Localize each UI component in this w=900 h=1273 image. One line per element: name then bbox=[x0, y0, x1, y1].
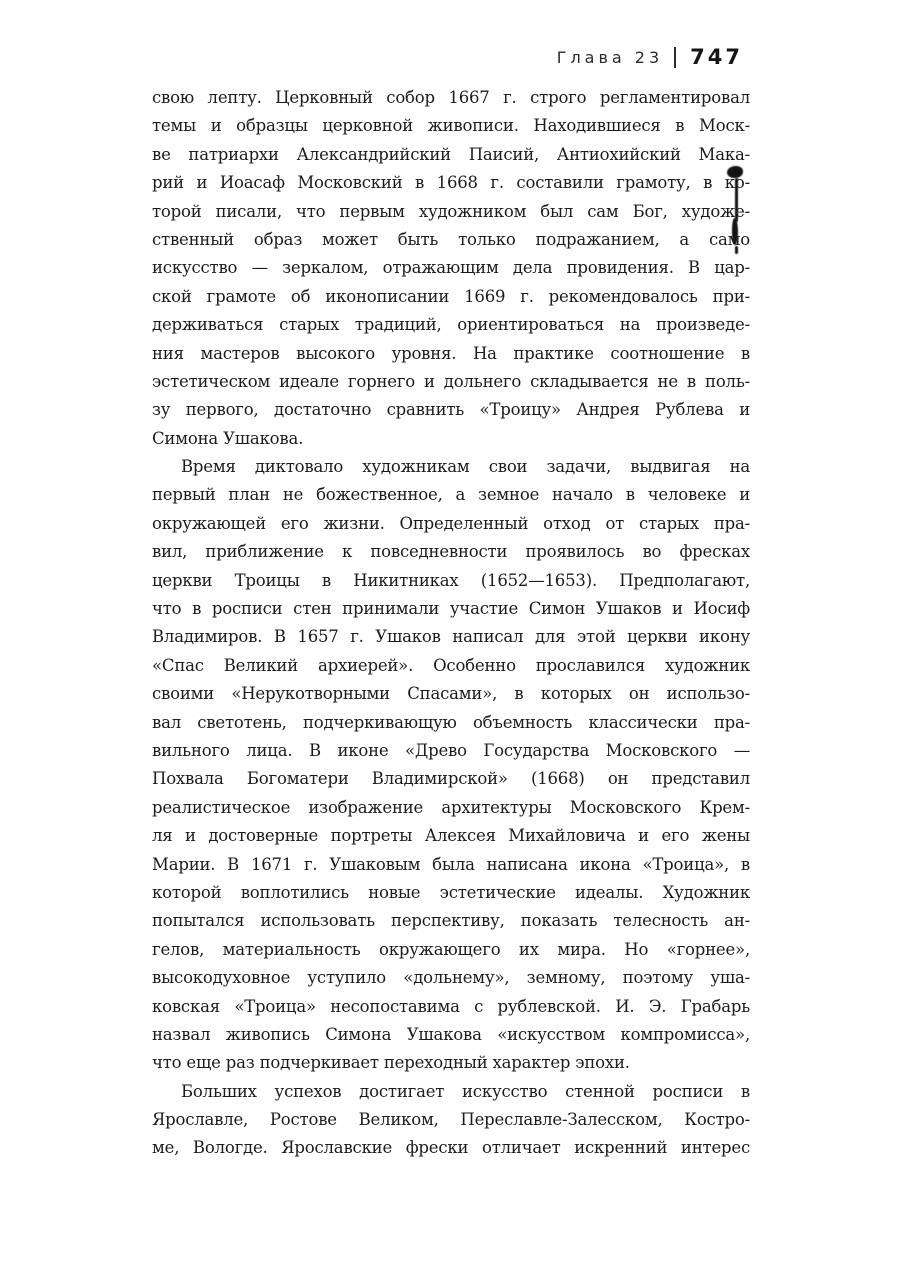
text-line: гелов, материальность окружающего их мира. Но «горнее», bbox=[152, 939, 750, 959]
text-line: Симона Ушакова. bbox=[152, 428, 304, 448]
text-line: вильного лица. В иконе «Древо Государства Московского — bbox=[152, 740, 750, 760]
text-line: ской грамоте об иконописании 1669 г. рекомендовалось при- bbox=[152, 286, 750, 306]
text-line: что в росписи стен принимали участие Симон Ушаков и Иосиф bbox=[152, 599, 750, 619]
text-line: ковская «Троица» несопоставима с рублевской. И. Э. Грабарь bbox=[152, 996, 750, 1016]
text-line: искусство — зеркалом, отражающим дела провидения. В цар- bbox=[152, 258, 750, 278]
text-line: зу первого, достаточно сравнить «Троицу» Андрея Рублева и bbox=[152, 400, 750, 420]
text-line: ля и достоверные портреты Алексея Михайловича и его жены bbox=[152, 826, 750, 846]
text-line: «Спас Великий архиерей». Особенно прославился художник bbox=[152, 655, 750, 675]
text-line: свою лепту. Церковный собор 1667 г. строго регламентировал bbox=[152, 88, 750, 107]
text-line: ве патриархи Александрийский Паисий, Антиохийский Мака- bbox=[152, 144, 750, 164]
text-line: темы и образцы церковной живописи. Находившиеся в Моск- bbox=[152, 116, 750, 136]
text-line: назвал живопись Симона Ушакова «искусством компромисса», bbox=[152, 1024, 750, 1044]
text-line: Владимиров. В 1657 г. Ушаков написал для этой церкви икону bbox=[152, 627, 750, 647]
page-number: 747 bbox=[690, 45, 743, 69]
text-line: реалистическое изображение архитектуры Московского Крем- bbox=[152, 797, 750, 817]
text-line: ственный образ может быть только подражанием, а само bbox=[152, 229, 750, 249]
text-line: Больших успехов достигает искусство стенной росписи в bbox=[181, 1081, 750, 1101]
text-line: церкви Троицы в Никитниках (1652—1653). Предполагают, bbox=[152, 570, 750, 590]
text-line: эстетическом идеале горнего и дольнего складывается не в поль- bbox=[152, 371, 750, 391]
text-line: торой писали, что первым художником был сам Бог, художе- bbox=[152, 201, 750, 221]
running-head bbox=[557, 45, 743, 69]
text-line: вал светотень, подчеркивающую объемность классически пра- bbox=[152, 712, 750, 732]
chapter-label: Глава 23 bbox=[556, 47, 664, 67]
text-line: ния мастеров высокого уровня. На практике соотношение в bbox=[152, 343, 750, 363]
text-line: Ярославле, Ростове Великом, Переславле-Залесском, Костро- bbox=[152, 1110, 750, 1130]
page-text bbox=[152, 84, 750, 1163]
text-line: высокодуховное уступило «дольнему», земному, поэтому уша- bbox=[152, 968, 750, 988]
header-divider bbox=[674, 47, 676, 68]
text-line: своими «Нерукотворными Спасами», в которых он использо- bbox=[152, 684, 750, 704]
text-line: рий и Иоасаф Московский в 1668 г. составили грамоту, в ко- bbox=[152, 173, 750, 193]
text-line: вил, приближение к повседневности проявилось во фресках bbox=[152, 542, 750, 562]
text-line: что еще раз подчеркивает переходный характер эпохи. bbox=[152, 1053, 630, 1073]
text-line: Время диктовало художникам свои задачи, выдвигая на bbox=[181, 457, 750, 477]
text-line: попытался использовать перспективу, показать телесность ан- bbox=[152, 911, 750, 931]
text-line: окружающей его жизни. Определенный отход от старых пра- bbox=[152, 513, 750, 533]
text-line: первый план не божественное, а земное начало в человеке и bbox=[152, 485, 750, 505]
text-line: Марии. В 1671 г. Ушаковым была написана икона «Троица», в bbox=[152, 854, 750, 874]
text-line: держиваться старых традиций, ориентироваться на произведе- bbox=[152, 315, 750, 335]
text-line: Похвала Богоматери Владимирской» (1668) он представил bbox=[152, 769, 750, 789]
text-line: которой воплотились новые эстетические идеалы. Художник bbox=[152, 882, 750, 902]
text-line: ме, Вологде. Ярославские фрески отличает искренний интерес bbox=[152, 1138, 750, 1158]
